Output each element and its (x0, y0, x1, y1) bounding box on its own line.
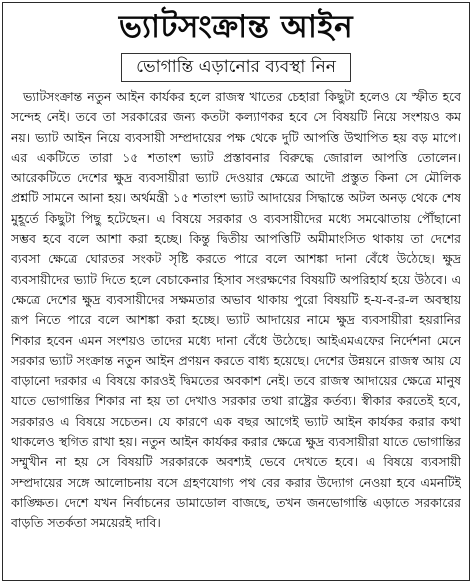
subheadline-container (3, 53, 469, 82)
newspaper-clipping (2, 2, 470, 581)
article-body: ভ্যাটসংক্রান্ত নতুন আইন কার্যকর হলে রাজস্ব খাতের চেহারা কিছুটা হলেও যে স্ফীত হবে সন্দেহ নেই। তবে তা সরকারের জন্য কতটা কল্যাণকর হবে সে বিষয়টি নিয়ে সংশয়ও কম নয়। ভ্যাট আইন নিয়ে ব্যবসায়ী সম্প্রদায়ের পক্ষ থেকে দুটি আপত্তি উত্থাপিত হয় বড় মাপে। এর একটিতে তারা ১৫ শতাংশ ভ্যাট প্রস্তাবনার বিরুদ্ধে জোরাল আপত্তি তোলেন। আরেকটিতে দেশের ক্ষুদ্র ব্যবসায়ীরা ভ্যাট দেওয়ার ক্ষেত্রে আদৌ প্রস্তুত কিনা সে মৌলিক প্রশ্নটি সামনে আনা হয়। অর্থমন্ত্রী ১৫ শতাংশ ভ্যাট আদায়ের সিদ্ধান্তে অটল অনড় থেকে শেষ মুহূর্তে কিছুটা পিছু হটেছেন। এ বিষয়ে সরকার ও ব্যবসায়ীদের মধ্যে সমঝোতায় পৌঁছানো সম্ভব হবে বলে আশা করা হচ্ছে। কিন্তু দ্বিতীয় আপত্তিটি অমীমাংসিত থাকায় তা দেশের ব্যবসা ক্ষেত্রে ঘোরতর সংকট সৃষ্টি করতে পারে বলে আশঙ্কা দানা বেঁধে উঠেছে। ক্ষুদ্র ব্যবসায়ীদের ভ্যাট দিতে হলে বেচাকেনার হিসাব সংরক্ষণের বিষয়টি অপরিহার্য হয়ে উঠবে। এ ক্ষেত্রে দেশের ক্ষুদ্র ব্যবসায়ীদের সক্ষমতার অভাব থাকায় পুরো বিষয়টি হ-য-ব-র-ল অবস্থায় রূপ নিতে পারে বলে আশঙ্কা করা হচ্ছে। ভ্যাট আদায়ের নামে ক্ষুদ্র ব্যবসায়ীরা হয়রানির শিকার হবেন এমন সংশয়ও তাদের মধ্যে দানা বেঁধে উঠেছে। আইএমএফের নির্দেশনা মেনে সরকার ভ্যাট সংক্রান্ত নতুন আইন প্রণয়ন করতে বাধ্য হয়েছে। দেশের উন্নয়নে রাজস্ব আয় যে বাড়ানো দরকার এ বিষয়ে কারওই দ্বিমতের অবকাশ নেই। তবে রাজস্ব আদায়ের ক্ষেত্রে মানুষ যাতে ভোগান্তির শিকার না হয় তা দেখাও সরকার তথা রাষ্ট্রের কর্তব্য। স্বীকার করতেই হবে, সরকারও এ বিষয়ে সচেতন। যে কারণে এক বছর আগেই ভ্যাট আইন কার্যকর করার কথা থাকলেও স্থগিত রাখা হয়। নতুন আইন কার্যকর করার ক্ষেত্রে ক্ষুদ্র ব্যবসায়ীরা যাতে ভোগান্তির সম্মুখীন না হয় সে বিষয়টি সরকারকে অবশ্যই ভেবে দেখতে হবে। এ বিষয়ে ব্যবসায়ী সম্প্রদায়ের সঙ্গে আলোচনায় বসে গ্রহণযোগ্য পথ বের করার উদ্যোগ নেওয়া হবে এমনটিই কাঙ্ক্ষিত। দেশে যখন নির্বাচনের ডামাডোল বাজছে, তখন জনভোগান্তি এড়াতে সরকারের বাড়তি সতর্কতা সময়েরই দাবি। (11, 89, 461, 531)
subheadline-box: ভোগান্তি এড়ানোর ব্যবস্থা নিন (121, 53, 351, 82)
headline: ভ্যাটসংক্রান্ত আইন (118, 9, 354, 45)
